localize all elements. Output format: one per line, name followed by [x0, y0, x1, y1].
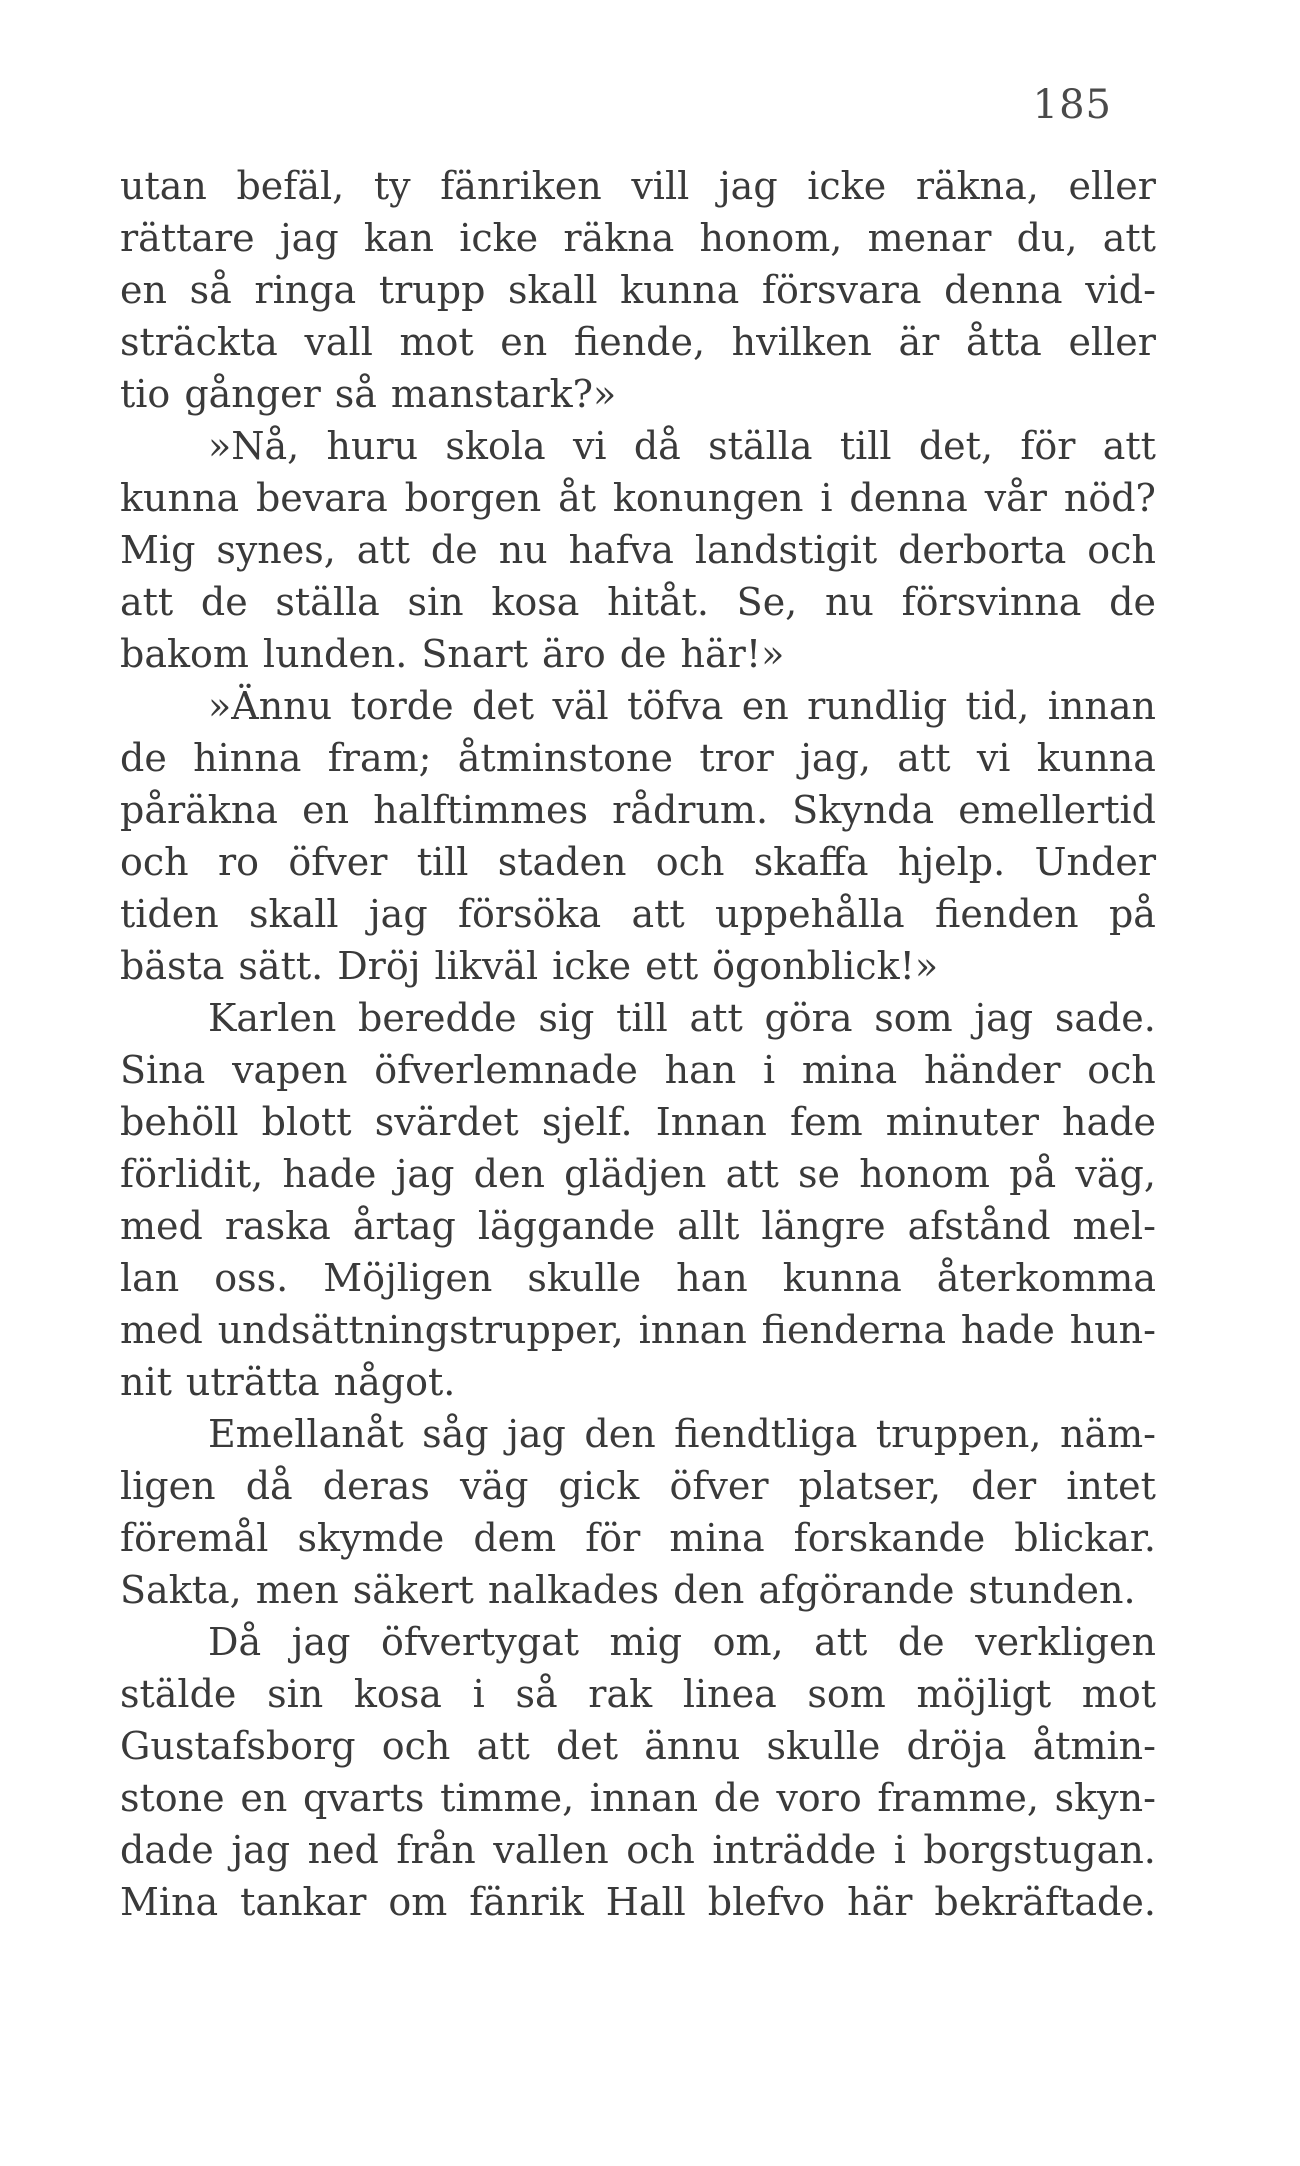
- body-text: [120, 160, 1156, 1928]
- text-line: en så ringa trupp skall kunna försvara denna vid-: [120, 268, 1156, 312]
- text-line: stone en qvarts timme, innan de voro framme, skyn-: [120, 1776, 1156, 1820]
- text-line: Mina tankar om fänrik Hall blefvo här bekräftade.: [120, 1880, 1156, 1924]
- text-line: ligen då deras väg gick öfver platser, der intet: [120, 1464, 1156, 1508]
- text-line: med raska årtag läggande allt längre afstånd mel-: [120, 1204, 1156, 1248]
- text-line: »Ännu torde det väl töfva en rundlig tid, innan: [208, 684, 1156, 728]
- text-line: behöll blott svärdet sjelf. Innan fem minuter hade: [120, 1100, 1156, 1144]
- text-line: Gustafsborg och att det ännu skulle dröja åtmin-: [120, 1724, 1156, 1768]
- text-line: rättare jag kan icke räkna honom, menar du, att: [120, 216, 1156, 260]
- text-line: stälde sin kosa i så rak linea som möjligt mot: [120, 1672, 1156, 1716]
- text-line: med undsättningstrupper, innan fienderna hade hun-: [120, 1308, 1156, 1352]
- text-line: förlidit, hade jag den glädjen att se honom på väg,: [120, 1152, 1156, 1196]
- text-line: Sina vapen öfverlemnade han i mina händer och: [120, 1048, 1156, 1092]
- text-line: bakom lunden. Snart äro de här!»: [120, 632, 785, 676]
- text-line: nit uträtta något.: [120, 1360, 456, 1404]
- text-line: sträckta vall mot en fiende, hvilken är åtta eller: [120, 320, 1156, 364]
- text-line: och ro öfver till staden och skaffa hjelp. Under: [120, 840, 1156, 884]
- text-line: Då jag öfvertygat mig om, att de verkligen: [208, 1620, 1156, 1664]
- text-line: Sakta, men säkert nalkades den afgörande stunden.: [120, 1568, 1136, 1612]
- text-line: kunna bevara borgen åt konungen i denna vår nöd?: [120, 476, 1156, 520]
- page-number: 185: [1032, 82, 1112, 128]
- text-line: utan befäl, ty fänriken vill jag icke räkna, eller: [120, 164, 1156, 208]
- text-line: bästa sätt. Dröj likväl icke ett ögonblick!»: [120, 944, 939, 988]
- text-line: Mig synes, att de nu hafva landstigit derborta och: [120, 528, 1156, 572]
- text-line: tiden skall jag försöka att uppehålla fienden på: [120, 892, 1156, 936]
- text-line: att de ställa sin kosa hitåt. Se, nu försvinna de: [120, 580, 1156, 624]
- text-line: lan oss. Möjligen skulle han kunna återkomma: [120, 1256, 1156, 1300]
- text-line: Karlen beredde sig till att göra som jag sade.: [208, 996, 1156, 1040]
- text-line: föremål skymde dem för mina forskande blickar.: [120, 1516, 1156, 1560]
- text-line: Emellanåt såg jag den fiendtliga truppen, näm-: [208, 1412, 1156, 1456]
- text-line: tio gånger så manstark?»: [120, 372, 617, 416]
- text-line: de hinna fram; åtminstone tror jag, att vi kunna: [120, 736, 1156, 780]
- text-line: påräkna en halftimmes rådrum. Skynda emellertid: [120, 788, 1156, 832]
- text-line: dade jag ned från vallen och inträdde i borgstugan.: [120, 1828, 1156, 1872]
- text-line: »Nå, huru skola vi då ställa till det, för att: [208, 424, 1156, 468]
